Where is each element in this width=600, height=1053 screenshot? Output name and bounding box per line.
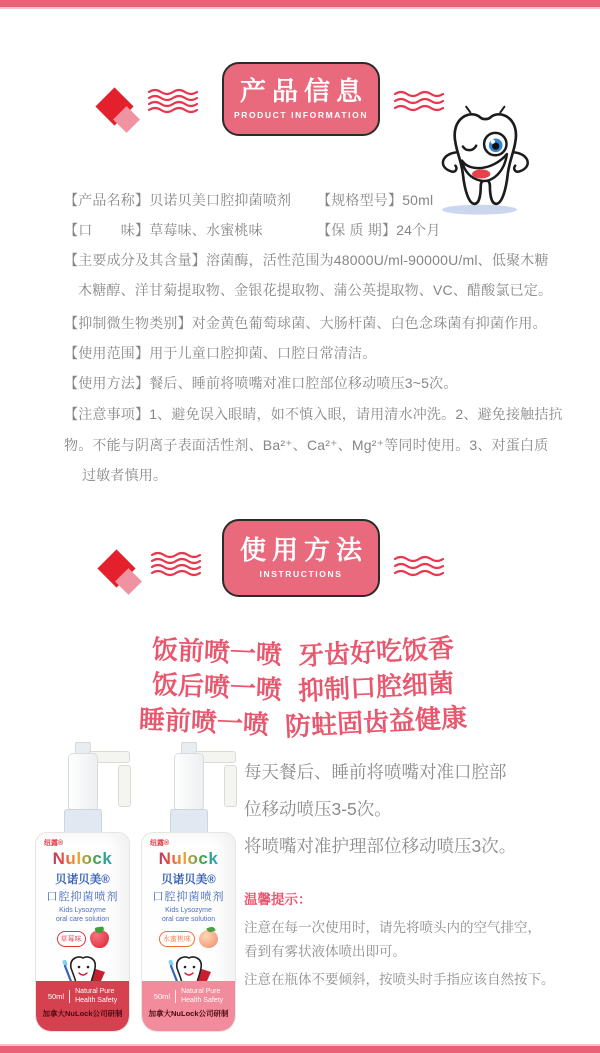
bottle-collar — [64, 809, 102, 834]
band-claim-1: Natural Pure — [181, 988, 221, 995]
diamond-decor-icon — [101, 93, 149, 141]
tooth-mascot-icon — [428, 96, 536, 222]
scope-field: 【使用范围】用于儿童口腔抑菌、口腔日常清洁。 — [64, 345, 377, 361]
slogan-1-left: 饭前喷一喷 — [151, 634, 284, 670]
spray-bottle-strawberry — [34, 742, 132, 1038]
band-claim-2: Health Safety — [181, 997, 224, 1005]
bottle-label — [141, 832, 236, 1032]
bottom-frame-bar — [0, 1046, 600, 1053]
brand-name: Nulock — [142, 849, 235, 869]
slogan-1-right: 牙齿好吃饭香 — [296, 632, 455, 672]
flavor-row — [36, 928, 129, 950]
top-frame-stripe — [0, 7, 600, 9]
diamond-decor-icon — [103, 555, 151, 603]
notice-line-3: 过敏者慎用。 — [82, 467, 168, 483]
band-claim-2: Health Safety — [75, 997, 118, 1005]
band-claim-1: Natural Pure — [75, 988, 115, 995]
ingredients-line-1: 【主要成分及其含量】溶菌酶，活性范围为48000U/ml-90000U/ml、低聚木糖 — [64, 252, 549, 268]
flavor-field: 【口 味】草莓味、水蜜桃味 — [64, 222, 263, 238]
spray-bottle-peach — [140, 742, 238, 1038]
slogan-2-right: 抑制口腔细菌 — [296, 667, 455, 707]
label-en-line2: oral care solution — [161, 915, 216, 923]
bottle-collar — [170, 809, 208, 834]
brand-name: Nulock — [36, 849, 129, 869]
flavor-bubble: 水蜜桃味 — [159, 931, 195, 947]
label-en-name — [36, 907, 129, 925]
volume-label: 50ml — [47, 991, 65, 1001]
notice-line-1: 【注意事项】1、避免误入眼睛，如不慎入眼，请用清水冲洗。2、避免接触拮抗 — [64, 406, 563, 422]
band-footer: 加拿大NuLock公司研制 — [148, 1009, 229, 1019]
tip-1 — [244, 916, 541, 964]
bottle-label — [35, 832, 130, 1032]
bottle-nozzle-tip — [224, 765, 237, 807]
notice-line-2: 物。不能与阴离子表面活性剂、Ba²⁺、Ca²⁺、Mg²⁺等同时使用。3、对蛋白质 — [64, 437, 549, 453]
band-divider — [69, 990, 70, 1003]
bottle-pump-head — [68, 753, 98, 811]
usage-subtitle: INSTRUCTIONS — [259, 569, 343, 579]
label-en-line2: oral care solution — [55, 915, 110, 923]
product-info-title: 产品信息 — [239, 76, 368, 106]
microbe-field: 【抑制微生物类别】对金黄色葡萄球菌、大肠杆菌、白色念珠菌有抑菌作用。 — [64, 315, 547, 331]
ingredients-line-2: 木糖醇、洋甘菊提取物、金银花提取物、蒲公英提取物、VC、醋酸氯已定。 — [78, 282, 553, 298]
usage-instructions — [244, 754, 579, 865]
volume-label: 50ml — [153, 991, 171, 1001]
usage-line-1: 每天餐后、睡前将喷嘴对准口腔部 — [244, 762, 507, 782]
slogan-2-left: 饭后喷一喷 — [151, 669, 284, 705]
product-info-subtitle: PRODUCT INFORMATION — [233, 110, 369, 120]
peach-icon — [199, 930, 218, 948]
slogan-block — [105, 632, 501, 742]
wavy-lines-icon — [147, 88, 207, 116]
band-claims — [75, 987, 117, 1005]
label-en-name — [142, 907, 235, 925]
label-cn-name: 贝诺贝美® — [161, 874, 216, 886]
band-row — [36, 981, 129, 1005]
tip-1-line-1: 注意在每一次使用时，请先将喷头内的空气排空， — [244, 920, 541, 935]
product-info-banner — [222, 62, 380, 136]
wavy-lines-icon — [393, 555, 453, 577]
band-row — [142, 981, 235, 1005]
tips-title: 温馨提示： — [244, 892, 312, 907]
usage-line-2: 位移动喷压3-5次。 — [244, 799, 392, 819]
spec-field: 【规格型号】50ml — [317, 192, 434, 208]
band-footer: 加拿大NuLock公司研制 — [42, 1009, 123, 1019]
label-cn-type: 口腔抑菌喷剂 — [152, 891, 225, 903]
slogan-line-3 — [105, 702, 501, 742]
tip-1-line-2: 看到有雾状液体喷出即可。 — [244, 944, 406, 959]
bottle-nozzle-tip — [118, 765, 131, 807]
product-name-field: 【产品名称】贝诺贝美口腔抑菌喷剂 — [64, 192, 292, 208]
brand-logo: 纽露® — [44, 840, 64, 847]
band-divider — [175, 990, 176, 1003]
label-en-line1: Kids Lysozyme — [59, 907, 106, 914]
slogan-3-right: 防蛀固齿益健康 — [283, 702, 468, 742]
wavy-lines-icon — [150, 551, 210, 579]
tip-2: 注意在瓶体不要倾斜，按喷头时手指应该自然按下。 — [244, 972, 555, 987]
bottle-pump-head — [174, 753, 204, 811]
label-cn-name: 贝诺贝美® — [55, 874, 110, 886]
label-band — [36, 981, 129, 1031]
label-cn-type: 口腔抑菌喷剂 — [46, 891, 119, 903]
strawberry-icon — [90, 930, 109, 948]
flavor-row — [142, 928, 235, 950]
usage-banner — [222, 519, 380, 597]
method-field: 【使用方法】餐后、睡前将喷嘴对准口腔部位移动喷压3~5次。 — [64, 375, 458, 391]
slogan-3-left: 睡前喷一喷 — [138, 704, 271, 740]
top-frame-bar — [0, 0, 600, 7]
label-en-line1: Kids Lysozyme — [165, 907, 212, 914]
brand-logo: 纽露® — [150, 840, 170, 847]
label-band — [142, 981, 235, 1031]
flavor-bubble: 草莓味 — [57, 931, 86, 947]
band-claims — [181, 987, 223, 1005]
product-bottles — [34, 742, 242, 1042]
shelf-life-field: 【保 质 期】24个月 — [317, 222, 441, 238]
usage-title: 使用方法 — [239, 535, 368, 565]
usage-line-3: 将喷嘴对准护理部位移动喷压3次。 — [244, 836, 517, 856]
